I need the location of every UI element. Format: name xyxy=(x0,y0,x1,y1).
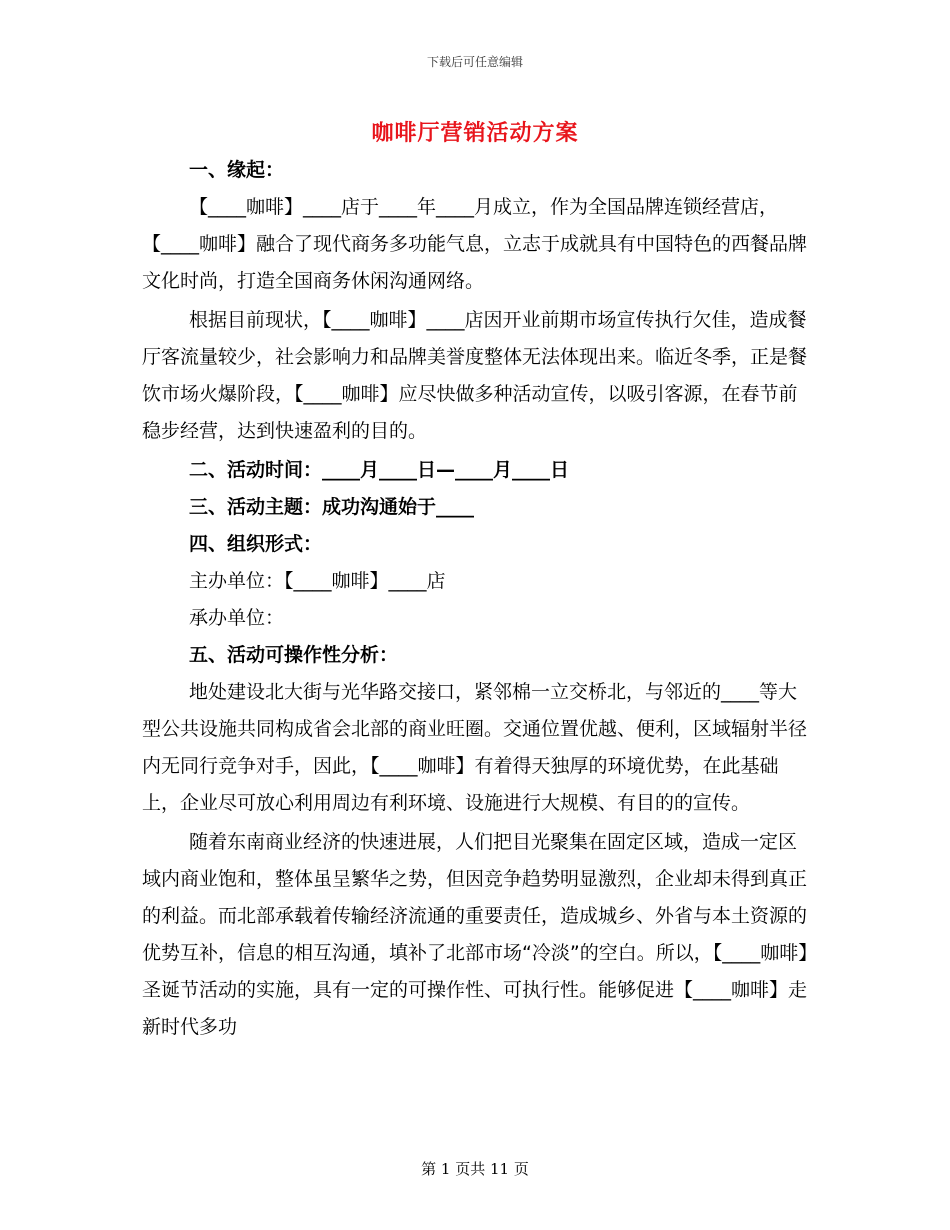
section-2-heading: 二、活动时间：____月____日—____月____日 xyxy=(189,459,570,481)
page-footer: 第 1 页共 11 页 xyxy=(421,1160,529,1178)
section-4-heading: 四、组织形式： xyxy=(189,533,323,555)
document-title: 咖啡厅营销活动方案 xyxy=(371,121,579,146)
section-1-paragraph-1: 【____咖啡】____店于____年____月成立，作为全国品牌连锁经营店，【____咖啡】融合了现代商务多功能气息，立志于成就具有中国特色的西餐品牌文化时尚，打造全国商务休闲沟通网络。 xyxy=(142,196,808,292)
section-1-paragraph-2: 根据目前现状，【____咖啡】____店因开业前期市场宣传执行欠佳，造成餐厅客流量较少，社会影响力和品牌美誉度整体无法体现出来。临近冬季，正是餐饮市场火爆阶段，【____咖啡】应尽快做多种活动宣传，以吸引客源，在春节前稳步经营，达到快速盈利的目的。 xyxy=(142,309,808,442)
section-5-paragraph-1: 地处建设北大街与光华路交接口，紧邻棉一立交桥北，与邻近的____等大型公共设施共同构成省会北部的商业旺圈。交通位置优越、便利，区域辐射半径内无同行竞争对手，因此，【____咖啡】有着得天独厚的环境优势，在此基础上，企业尽可放心利用周边有利环境、设施进行大规模、有目的的宣传。 xyxy=(142,681,808,814)
section-1-heading: 一、缘起： xyxy=(189,159,285,181)
section-3-heading: 三、活动主题：成功沟通始于____ xyxy=(189,496,475,518)
section-5-heading: 五、活动可操作性分析： xyxy=(189,644,399,666)
host-unit: 主办单位：【____咖啡】____店 xyxy=(189,570,446,592)
page-header: 下载后可任意编辑 xyxy=(426,55,523,69)
document-body xyxy=(142,152,812,1046)
section-5-paragraph-2: 随着东南商业经济的快速进展，人们把目光聚集在固定区域，造成一定区域内商业饱和，整体虽呈繁华之势，但因竞争趋势明显激烈，企业却未得到真正的利益。而北部承载着传输经济流通的重要责任，造成城乡、外省与本土资源的优势互补，信息的相互沟通，填补了北部市场“冷淡”的空白。所以，【____咖啡】圣诞节活动的实施，具有一定的可操作性、可执行性。能够促进【____咖啡】走新时代多功 xyxy=(142,831,808,1038)
organizer-unit: 承办单位： xyxy=(189,607,285,629)
